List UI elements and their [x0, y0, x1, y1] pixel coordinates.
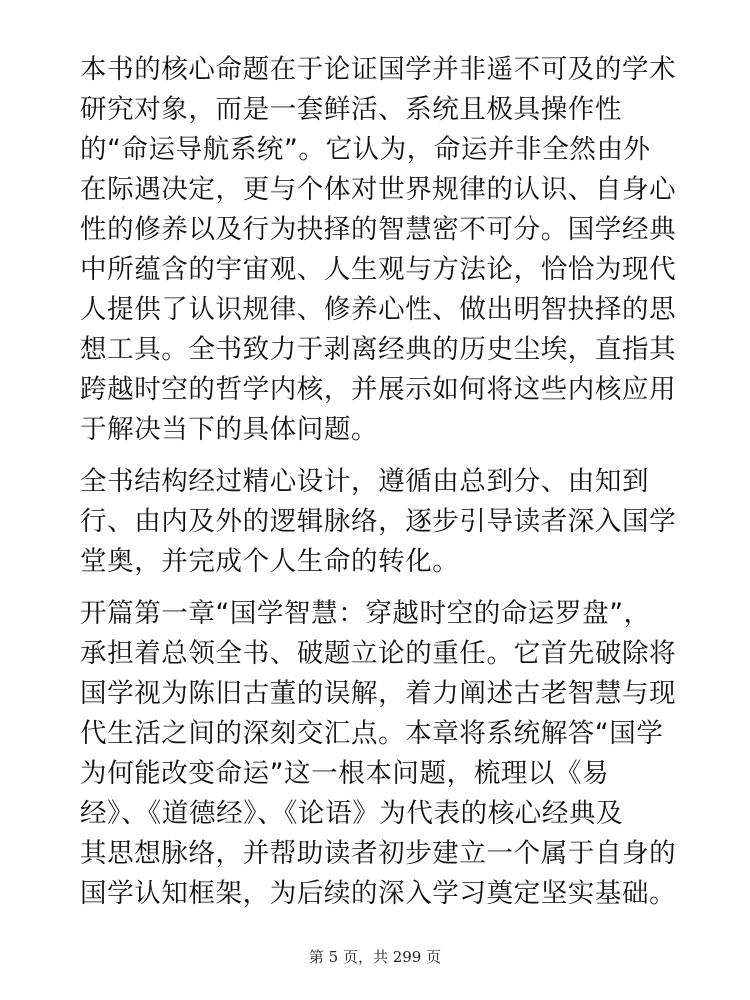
body-text [80, 50, 678, 926]
text-line: 中所蕴含的宇宙观、人生观与方法论，恰恰为现代 [80, 254, 677, 285]
text-line: 于解决当下的具体问题。 [80, 414, 379, 445]
text-line: 经》、《道德经》、《论语》为代表的核心经典及 [80, 798, 624, 829]
text-line: 的“命运导航系统”。它认为，命运并非全然由外 [80, 134, 651, 165]
text-line: 在际遇决定，更与个体对世界规律的认识、自身心 [80, 174, 677, 205]
text-line: 全书结构经过精心设计，遵循由总到分、由知到 [80, 466, 650, 497]
text-line: 跨越时空的哲学内核，并展示如何将这些内核应用 [80, 374, 677, 405]
paragraph-3 [80, 594, 678, 914]
text-line: 其思想脉络，并帮助读者初步建立一个属于自身的 [80, 838, 677, 869]
text-line: 承担着总领全书、破题立论的重任。它首先破除将 [80, 638, 677, 669]
text-line: 代生活之间的深刻交汇点。本章将系统解答“国学 [80, 718, 664, 749]
text-line: 国学视为陈旧古董的误解，着力阐述古老智慧与现 [80, 678, 677, 709]
text-line: 想工具。全书致力于剥离经典的历史尘埃，直指其 [80, 334, 677, 365]
paragraph-2 [80, 462, 678, 582]
text-line: 人提供了认识规律、修养心性、做出明智抉择的思 [80, 294, 677, 325]
text-line: 本书的核心命题在于论证国学并非遥不可及的学术 [80, 54, 677, 85]
text-line: 为何能改变命运”这一根本问题，梳理以《易 [80, 758, 610, 789]
page-number-footer: 第 5 页，共 299 页 [308, 948, 442, 966]
text-line: 性的修养以及行为抉择的智慧密不可分。国学经典 [80, 214, 677, 245]
paragraph-1 [80, 50, 678, 450]
text-line: 行、由内及外的逻辑脉络，逐步引导读者深入国学 [80, 506, 677, 537]
text-line: 研究对象，而是一套鲜活、系统且极具操作性 [80, 94, 622, 125]
text-line: 国学认知框架，为后续的深入学习奠定坚实基础。 [80, 878, 677, 909]
text-line: 开篇第一章“国学智慧：穿越时空的命运罗盘”， [80, 598, 651, 629]
text-line: 堂奥，并完成个人生命的转化。 [80, 546, 460, 577]
